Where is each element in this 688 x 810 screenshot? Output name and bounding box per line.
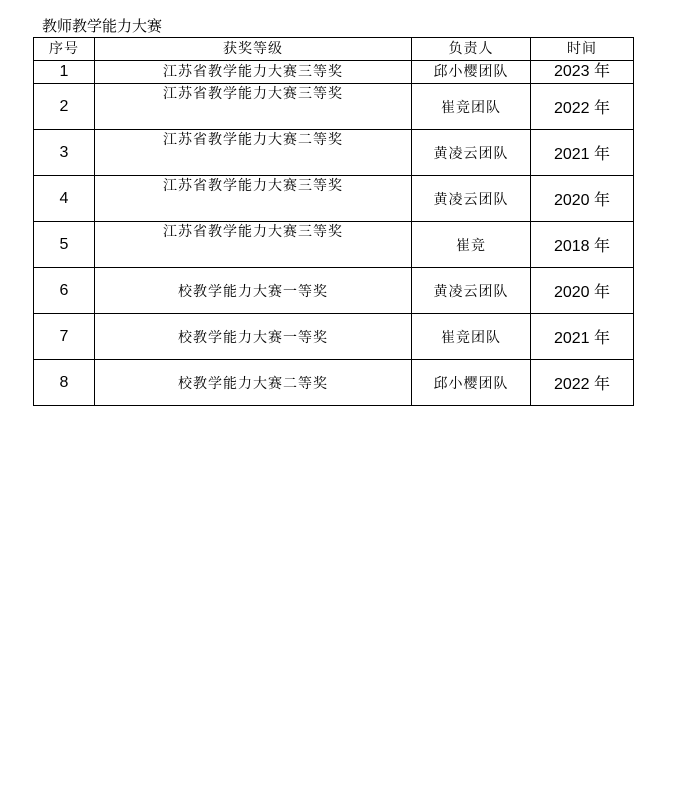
row-leader: 黄凌云团队 (412, 130, 531, 176)
row-index: 1 (34, 61, 95, 84)
table-row (34, 360, 634, 406)
row-year: 2022 年 (531, 360, 634, 406)
table-header-row (34, 38, 634, 61)
row-index: 7 (34, 314, 95, 360)
page-title: 教师教学能力大赛 (42, 17, 163, 35)
row-index: 3 (34, 130, 95, 176)
row-year: 2021 年 (531, 130, 634, 176)
table-row (34, 314, 634, 360)
row-leader: 崔竞团队 (412, 84, 531, 130)
row-index: 8 (34, 360, 95, 406)
row-index: 2 (34, 84, 95, 130)
table-row (34, 61, 634, 84)
header-year: 时间 (531, 38, 634, 61)
row-award: 校教学能力大赛一等奖 (95, 268, 412, 314)
row-award: 校教学能力大赛二等奖 (95, 360, 412, 406)
row-index: 4 (34, 176, 95, 222)
awards-table (33, 37, 634, 406)
row-award: 江苏省教学能力大赛二等奖 (95, 130, 412, 176)
header-leader: 负责人 (412, 38, 531, 61)
row-award: 江苏省教学能力大赛三等奖 (95, 222, 412, 268)
row-year: 2021 年 (531, 314, 634, 360)
row-leader: 黄凌云团队 (412, 176, 531, 222)
row-leader: 崔竞 (412, 222, 531, 268)
row-leader: 邱小樱团队 (412, 360, 531, 406)
row-year: 2020 年 (531, 176, 634, 222)
row-award: 江苏省教学能力大赛三等奖 (95, 61, 412, 84)
row-year: 2018 年 (531, 222, 634, 268)
row-index: 6 (34, 268, 95, 314)
table-row (34, 222, 634, 268)
row-year: 2020 年 (531, 268, 634, 314)
row-leader: 黄凌云团队 (412, 268, 531, 314)
row-award: 校教学能力大赛一等奖 (95, 314, 412, 360)
row-index: 5 (34, 222, 95, 268)
row-award: 江苏省教学能力大赛三等奖 (95, 176, 412, 222)
table-row (34, 176, 634, 222)
table-row (34, 130, 634, 176)
row-leader: 邱小樱团队 (412, 61, 531, 84)
row-year: 2023 年 (531, 61, 634, 84)
row-award: 江苏省教学能力大赛三等奖 (95, 84, 412, 130)
header-award: 获奖等级 (95, 38, 412, 61)
row-year: 2022 年 (531, 84, 634, 130)
header-index: 序号 (34, 38, 95, 61)
table-row (34, 268, 634, 314)
row-leader: 崔竞团队 (412, 314, 531, 360)
table-row (34, 84, 634, 130)
